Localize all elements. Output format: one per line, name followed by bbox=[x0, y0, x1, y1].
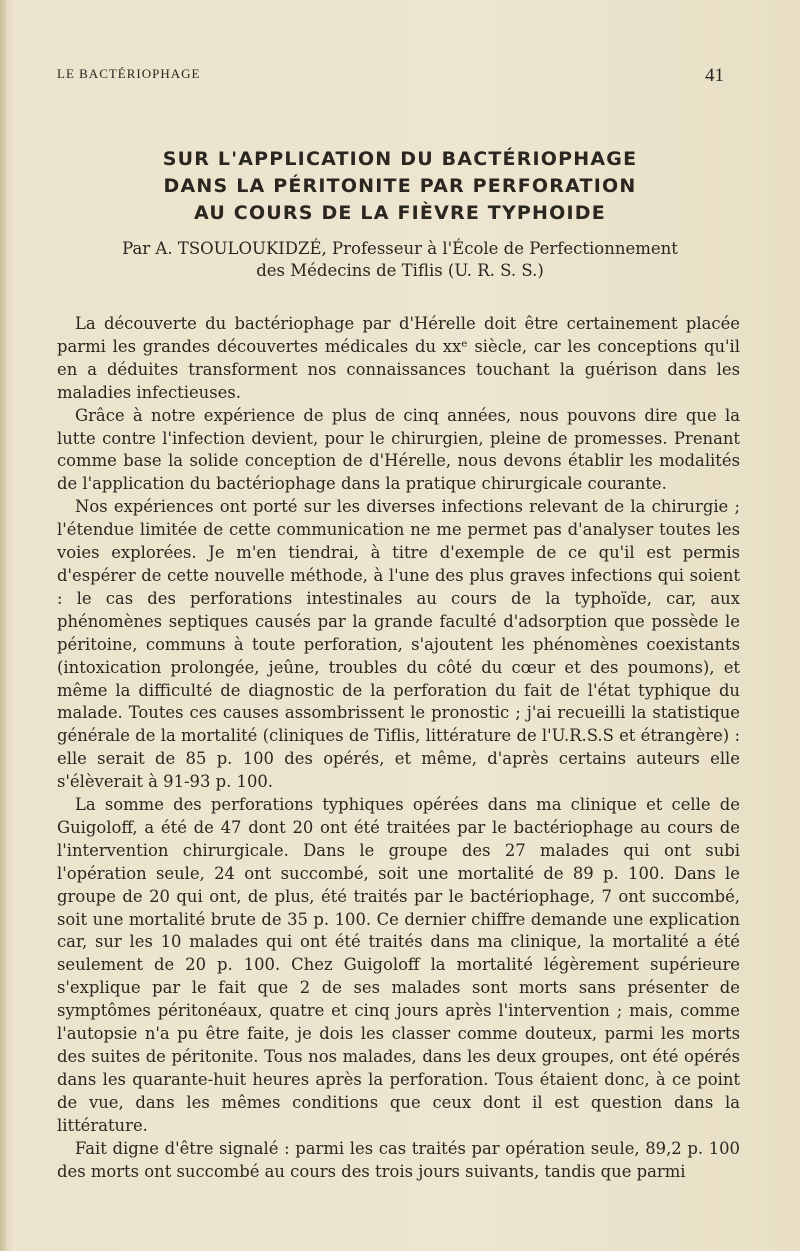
paragraph: La somme des perforations typhiques opérées dans ma clinique et celle de Guigoloff, a été de 47 dont 20 ont été traitées par le bactériophage au cours de l'intervention chirurgicale. Dans le groupe des 27 malades qui ont subi l'opération seule, 24 ont succombé, soit une mortalité de 89 p. 100. Dans le groupe de 20 qui ont, de plus, été traités par le bactériophage, 7 ont succombé, soit une mortalité brute de 35 p. 100. Ce dernier chiffre demande une explication car, sur les 10 malades qui ont été traités dans ma clinique, la mortalité a été seulement de 20 p. 100. Chez Guigoloff la mortalité légèrement supérieure s'explique par le fait que 2 de ses malades sont morts sans présenter de symptômes péritonéaux, quatre et cinq jours après l'intervention ; mais, comme l'autopsie n'a pu être faite, je dois les classer comme douteux, parmi les morts des suites de péritonite. Tous nos malades, dans les deux groupes, ont été opérés dans les quarante-huit heures après la perforation. Tous étaient donc, à ce point de vue, dans les mêmes conditions que ceux dont il est question dans la littérature. bbox=[57, 795, 740, 1135]
article-title bbox=[60, 146, 740, 227]
page-edge bbox=[0, 0, 6, 1251]
title-line: SUR L'APPLICATION DU BACTÉRIOPHAGE bbox=[162, 148, 638, 170]
title-line: AU COURS DE LA FIÈVRE TYPHOIDE bbox=[194, 202, 606, 224]
title-line: DANS LA PÉRITONITE PAR PERFORATION bbox=[163, 175, 637, 197]
running-title: LE BACTÉRIOPHAGE bbox=[57, 66, 201, 81]
author-byline bbox=[60, 238, 740, 282]
article-body bbox=[57, 313, 740, 1183]
paragraph: La découverte du bactériophage par d'Hérelle doit être certainement placée parmi les grandes découvertes médicales du xxᵉ siècle, car les conceptions qu'il en a déduites transforment nos connaissances touchant la guérison dans les maladies infectieuses. bbox=[57, 314, 740, 402]
paragraph: Grâce à notre expérience de plus de cinq années, nous pouvons dire que la lutte contre l'infection devient, pour le chirurgien, pleine de promesses. Prenant comme base la solide conception de d'Hérelle, nous devons établir les modalités de l'application du bactériophage dans la pratique chirurgicale courante. bbox=[57, 405, 740, 494]
byline-line: Par A. TSOULOUKIDZÉ, Professeur à l'École de Perfectionnement bbox=[122, 239, 678, 258]
paragraph: Fait digne d'être signalé : parmi les cas traités par opération seule, 89,2 p. 100 des morts ont succombé au cours des trois jours suivants, tandis que parmi bbox=[57, 1138, 740, 1181]
paragraph: Nos expériences ont porté sur les diverses infections relevant de la chirurgie ; l'étendue limitée de cette communication ne me permet pas d'analyser toutes les voies explorées. Je m'en tiendrai, à titre d'exemple de ce qu'il est permis d'espérer de cette nouvelle méthode, à l'une des plus graves infections qui soient : le cas des perforations intestinales au cours de la typhoïde, car, aux phénomènes septiques causés par la grande faculté d'adsorption que possède le péritoine, communs à toute perforation, s'ajoutent les phénomènes coexistants (intoxication prolongée, jeûne, troubles du côté du cœur et des poumons), et même la difficulté de diagnostic de la perforation du fait de l'état typhique du malade. Toutes ces causes assombrissent le pronostic ; j'ai recueilli la statistique générale de la mortalité (cliniques de Tiflis, littérature de l'U.R.S.S et étrangère) : elle serait de 85 p. 100 des opérés, et même, d'après certains auteurs elle s'élèverait à 91-93 p. 100. bbox=[57, 497, 740, 792]
page-number: 41 bbox=[705, 65, 724, 86]
byline-line: des Médecins de Tiflis (U. R. S. S.) bbox=[256, 261, 544, 280]
